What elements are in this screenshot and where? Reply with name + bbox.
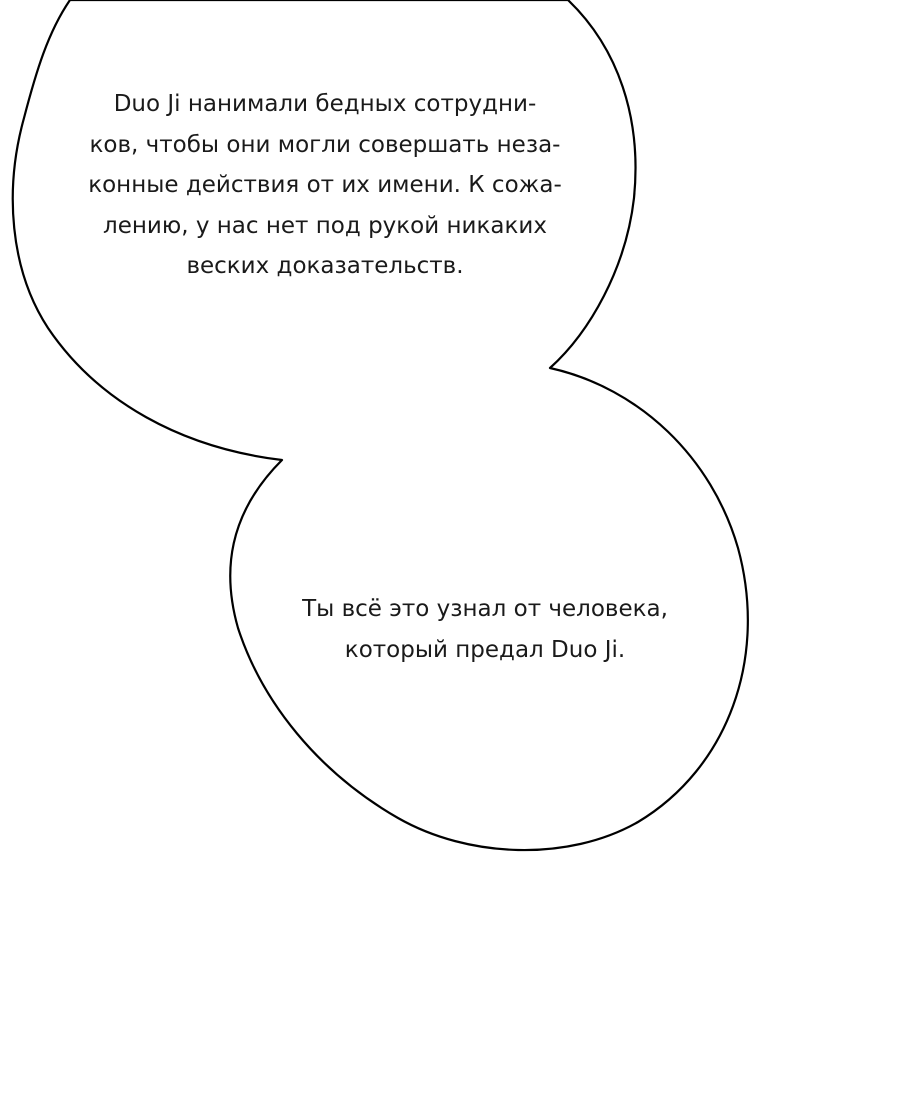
speech-bubble-bottom-text <box>250 589 720 671</box>
speech-line: ков, чтобы они могли совершать неза- <box>89 131 561 158</box>
speech-line: веских доказательств. <box>186 253 464 279</box>
speech-bubble-top-text <box>40 84 610 287</box>
speech-line: конные действия от их имени. К сожа- <box>88 172 562 198</box>
speech-line: Duo Ji нанимали бедных сотрудни- <box>113 91 537 117</box>
speech-line: лению, у нас нет под рукой никаких <box>103 212 547 239</box>
speech-line: который предал Duo Ji. <box>344 637 626 663</box>
speech-line: Ты всё это узнал от человека, <box>302 596 668 622</box>
